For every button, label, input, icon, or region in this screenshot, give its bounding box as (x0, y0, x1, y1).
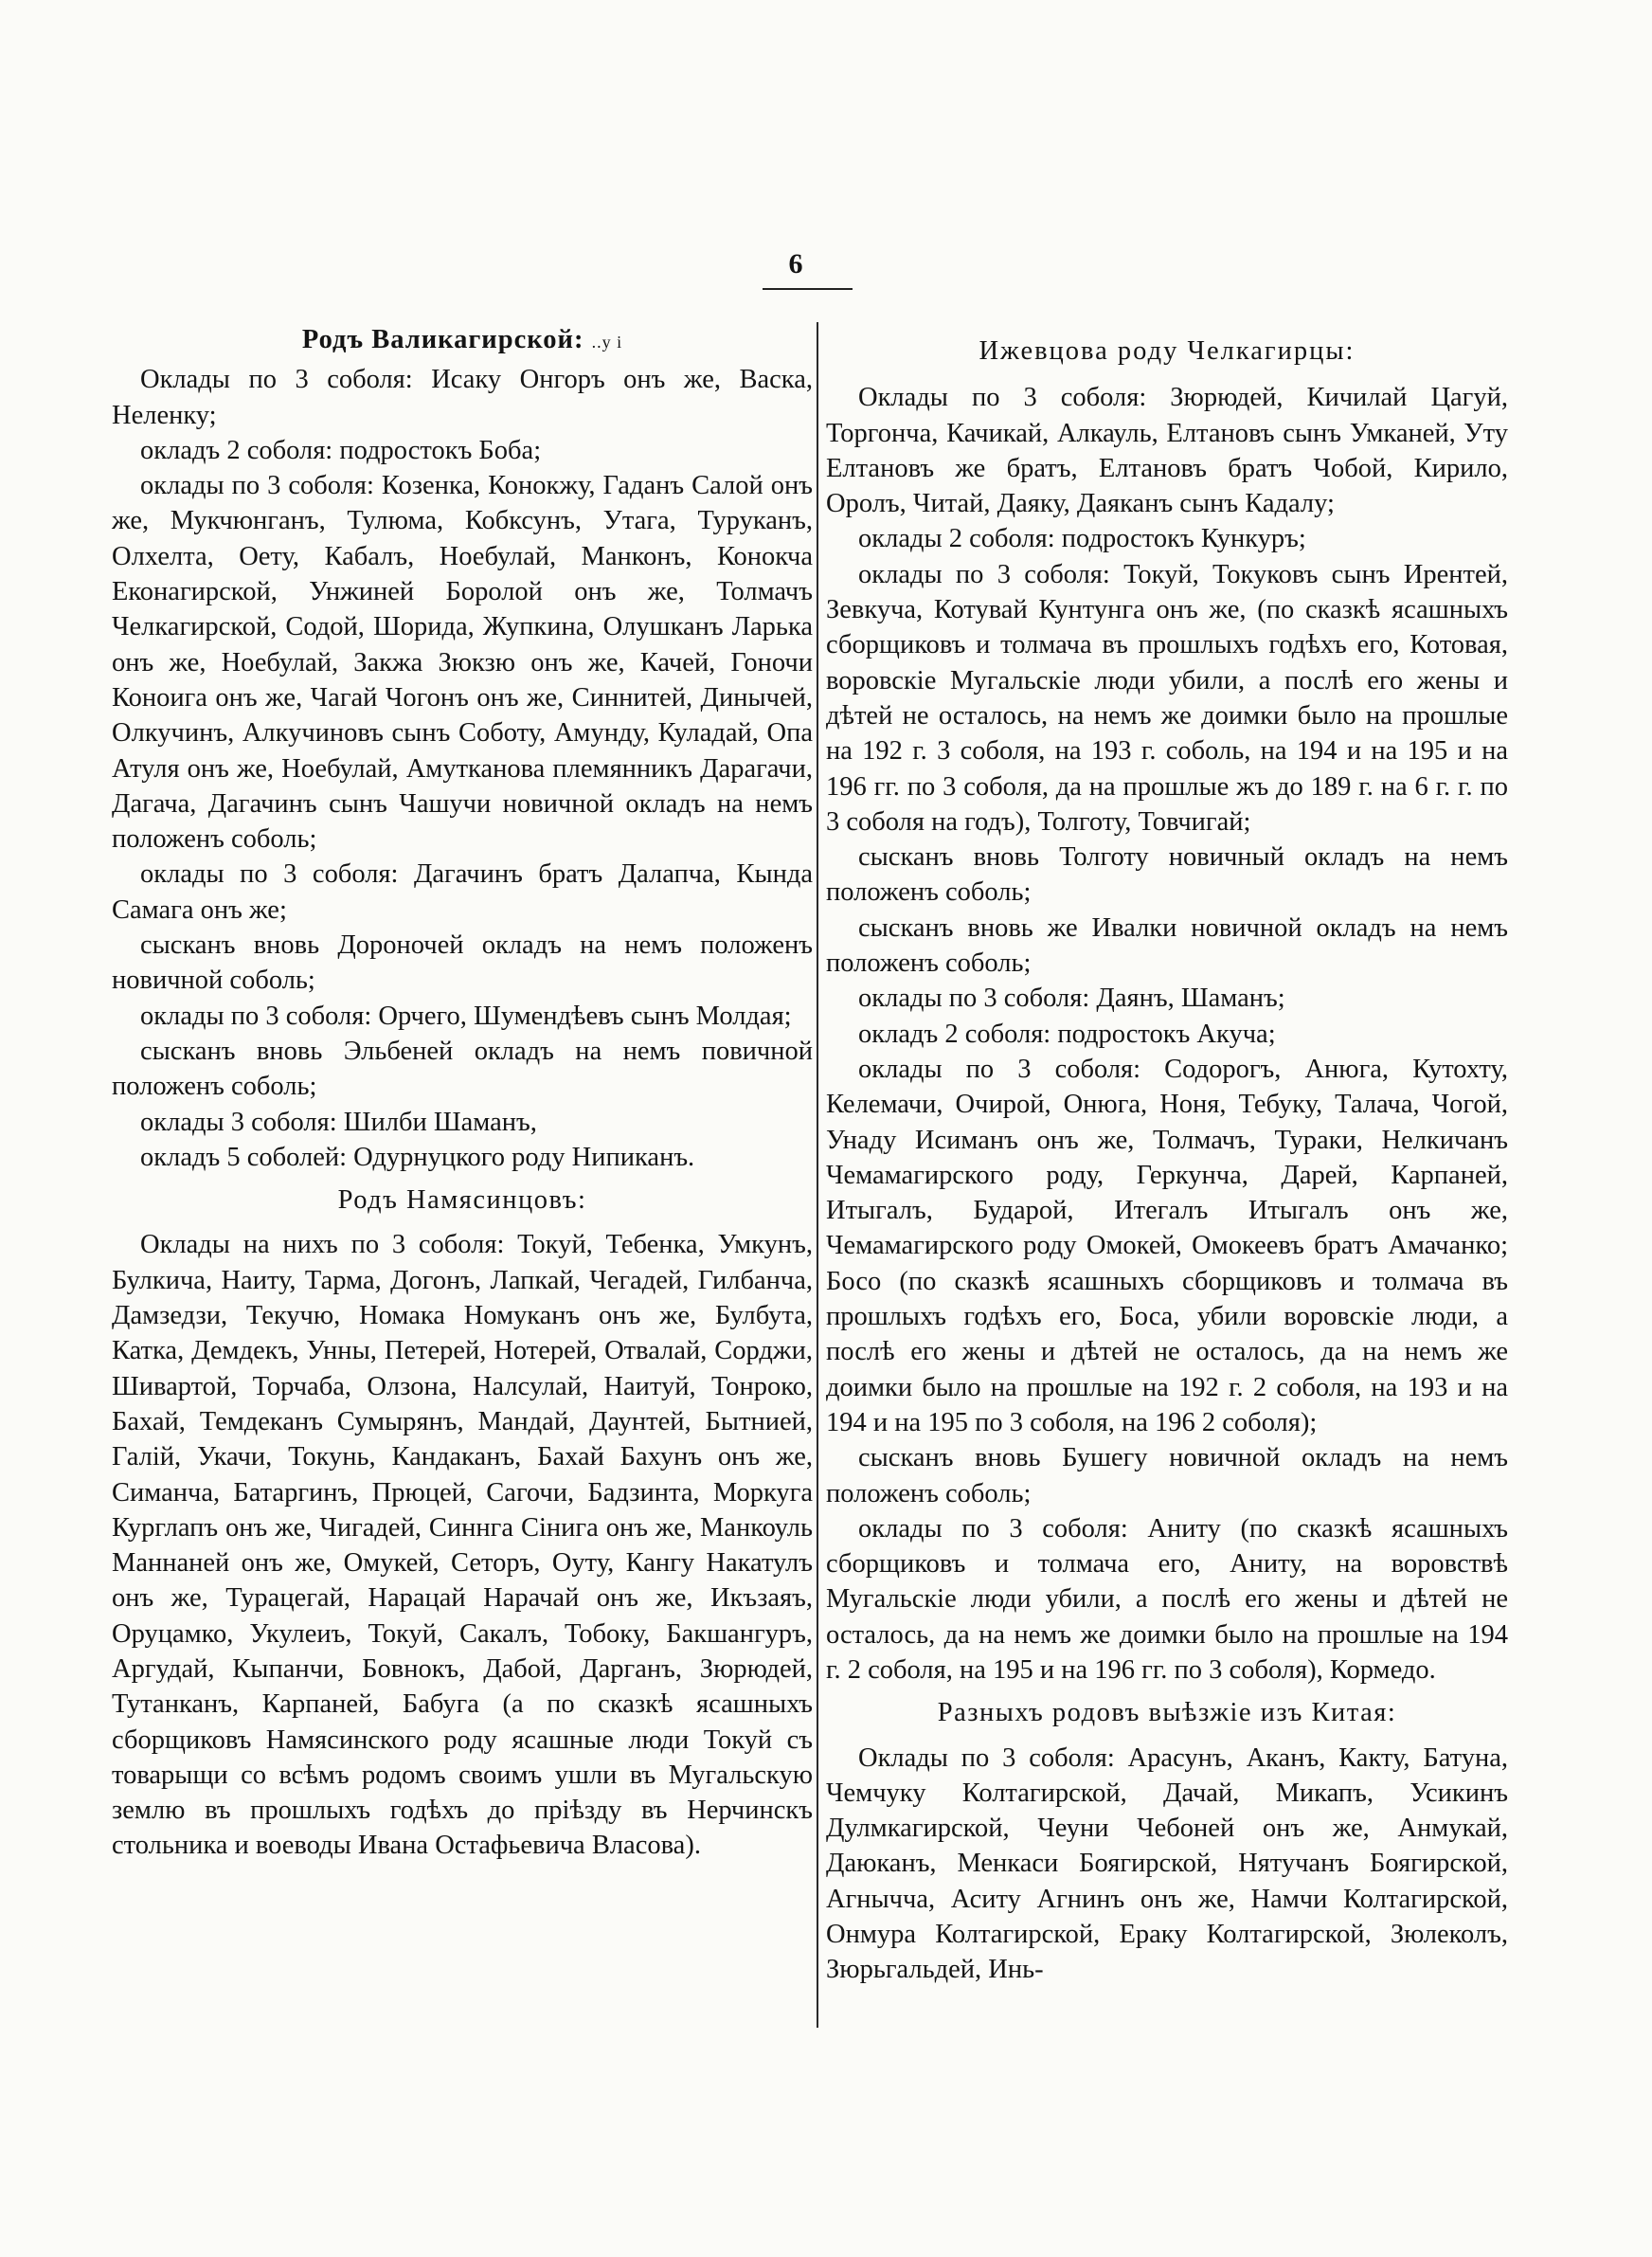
paragraph: Оклады по 3 соболя: Исаку Онгоръ онъ же, Васка, Неленку; (112, 365, 813, 430)
paragraph: оклады по 3 соболя: Аниту (по сказкѣ ясашныхъ сборщиковъ и толмача его, Аниту, на воровствѣ Мугальскіе люди убили, а послѣ его жены и дѣтей не осталось, да на немъ же доимки было на прошлые на 194 г. 2 соболя, на 195 и на 196 гг. по 3 соболя), Кормедо. (826, 1513, 1508, 1685)
paragraph: сысканъ вновь Толготу новичный окладъ на немъ положенъ соболь; (826, 842, 1508, 908)
paragraph: Оклады по 3 соболя: Арасунъ, Аканъ, Какту, Батуна, Чемчуку Колтагирской, Дачай, Микапъ, Усикинъ Дулмкагирской, Чеуни Чебоней онъ же, Анмукай, Даюканъ, Менкаси Боягирской, Нятучанъ Боягирской, Агнычча, Аситу Агнинъ онъ же, Намчи Колтагирской, Онмура Колтагирской, Ераку Колтагирской, Зюлеколъ, Зюрьгальдей, Инь- (826, 1742, 1508, 1985)
paragraph: Оклады на нихъ по 3 соболя: Токуй, Тебенка, Умкунъ, Булкича, Наиту, Тарма, Догонъ, Лапкай, Чегадей, Гилбанча, Дамзедзи, Текучю, Номака Номуканъ онъ же, Булбута, Катка, Демдекъ, Унны, Петерей, Нотерей, Отвалай, Сорджи, Шивартой, Торчаба, Олзона, Налсулай, Наитуй, Тонроко, Бахай, Темдеканъ Сумырянъ, Мандай, Даунтей, Бытнией, Галій, Укачи, Токунь, Кандаканъ, Бахай Бахунъ онъ же, Симанча, Батаргинъ, Прюцей, Сагочи, Бадзинта, Моркуга Курглапъ онъ же, Чигадей, Синнга Сінига онъ же, Манкоуль Маннаней онъ же, Омукей, Сеторъ, Оуту, Кангу Накатулъ онъ же, Турацегай, Нарацай Нарачай онъ же, Икъзаяъ, Оруцамко, Укулеиъ, Токуй, Сакалъ, Тобоку, Бакшангуръ, Аргудай, Кыпанчи, Бовнокъ, Дабой, Дарганъ, Зюрюдей, Тутанканъ, Карпаней, Бабуга (а по сказкѣ ясашныхъ сборщиковъ Намясинского роду ясашные люди Токуй съ товарыщи со всѣмъ родомъ своимъ ушли въ Мугальскую землю въ прошлыхъ годѣхъ до пріѣзду въ Нерчинскъ стольника и воеводы Ивана Остафьевича Власова). (112, 1230, 813, 1861)
section-heading: Ижевцова роду Челкагирцы: (979, 336, 1356, 366)
paragraph: Оклады по 3 соболя: Зюрюдей, Кичилай Цагуй, Торгонча, Качикай, Алкауль, Елтановъ сынъ Умканей, Уту Елтановъ же братъ, Елтановъ братъ Чобой, Кирило, Оролъ, Читай, Даяку, Даяканъ сынъ Кадалу; (826, 383, 1508, 519)
paragraph: сысканъ вновь Эльбеней окладъ на немъ повичной положенъ соболь; (112, 1036, 813, 1102)
paragraph: окладъ 2 соболя: подростокъ Акуча; (858, 1019, 1276, 1049)
paragraph: оклады по 3 соболя: Козенка, Конокжу, Гаданъ Салой онъ же, Мукчюнганъ, Тулюма, Кобксунъ, Утага, Туруканъ, Олхелта, Оету, Кабалъ, Ноебулай, Манконъ, Конокча Еконагирской, Унжиней Боролой онъ же, Толмачъ Челкагирской, Содой, Шорида, Жупкина, Олушканъ Ларька онъ же, Ноебулай, Закжа Зюкзю онъ же, Качей, Гоночи Коноига онъ же, Чагай Чогонъ онъ же, Синнитей, Динычей, Олкучинъ, Алкучиновъ сынъ Соботу, Амунду, Куладай, Опа Атуля онъ же, Ноебулай, Амутканова племянникъ Дарагачи, Дагача, Дагачинъ сынъ Чашучи новичной окладъ на немъ положенъ соболь; (112, 471, 813, 855)
page-number: 6 (788, 248, 803, 280)
paragraph: оклады по 3 соболя: Содорогъ, Анюга, Кутохту, Келемачи, Очирой, Онюга, Ноня, Тебуку, Талача, Чогой, Унаду Исиманъ онъ же, Толмачъ, Тураки, Нелкичанъ Чемамагирского роду, Геркунча, Дарей, Карпаней, Итыгалъ, Бударой, Итегалъ Итыгалъ онъ же, Чемамагирского роду Омокей, Омокеевъ братъ Амачанко; Босо (по сказкѣ ясашныхъ сборщиковъ и толмача въ прошлыхъ годѣхъ его, Боса, убили воровскіе люди, а послѣ его жены и дѣтей не осталось, да на немъ же доимки было на прошлые на 192 г. 2 соболя, на 193 и на 194 и на 195 по 3 соболя, на 196 2 соболя); (826, 1054, 1508, 1437)
section-heading: Разныхъ родовъ выѣзжіе изъ Китая: (937, 1698, 1397, 1728)
margin-mark: ..у і (591, 333, 623, 352)
paragraph: оклады 3 соболя: Шилби Шаманъ, (140, 1107, 537, 1137)
paragraph: оклады по 3 соболя: Токуй, Токуковъ сынъ Ирентей, Зевкуча, Котувай Кунтунга онъ же, (по сказкѣ ясашныхъ сборщиковъ и толмача въ прошлыхъ годѣхъ его, Котовая, воровскіе Мугальскіе люди убили, а послѣ его жены и дѣтей не осталось, на немъ же доимки было на прошлые на 192 г. 3 соболя, на 193 г. соболь, на 194 и на 195 и на 196 гг. по 3 соболя, да на прошлые жъ до 189 г. на 6 г. г. по 3 соболя на годъ), Толготу, Товчигай; (826, 559, 1508, 837)
paragraph: оклады по 3 соболя: Даянъ, Шаманъ; (858, 984, 1285, 1014)
paragraph: оклады по 3 соболя: Дагачинъ братъ Далапча, Кында Самага онъ же; (112, 859, 813, 925)
section-heading: Родъ Намясинцовъ: (337, 1185, 587, 1216)
right-column (826, 334, 1508, 1988)
paragraph: сысканъ вновь Бушегу новичной окладъ на немъ положенъ соболь; (826, 1443, 1508, 1508)
column-divider (817, 322, 818, 2028)
left-column (112, 318, 813, 1864)
paragraph: окладъ 5 соболей: Одурнуцкого роду Нипиканъ. (140, 1142, 695, 1172)
paragraph: оклады по 3 соболя: Орчего, Шумендѣевъ сынъ Молдая; (140, 1001, 792, 1031)
paragraph: окладъ 2 соболя: подростокъ Боба; (140, 435, 542, 465)
paragraph: сысканъ вновь же Ивалки новичной окладъ на немъ положенъ соболь; (826, 912, 1508, 979)
paragraph: сысканъ вновь Дороночей окладъ на немъ положенъ новичной соболь; (112, 930, 813, 996)
paragraph: оклады 2 соболя: подростокъ Кункуръ; (858, 524, 1306, 554)
section-heading (112, 322, 813, 360)
page-number-rule (763, 288, 853, 290)
section-heading-text: Родъ Валикагирской: (301, 325, 584, 354)
